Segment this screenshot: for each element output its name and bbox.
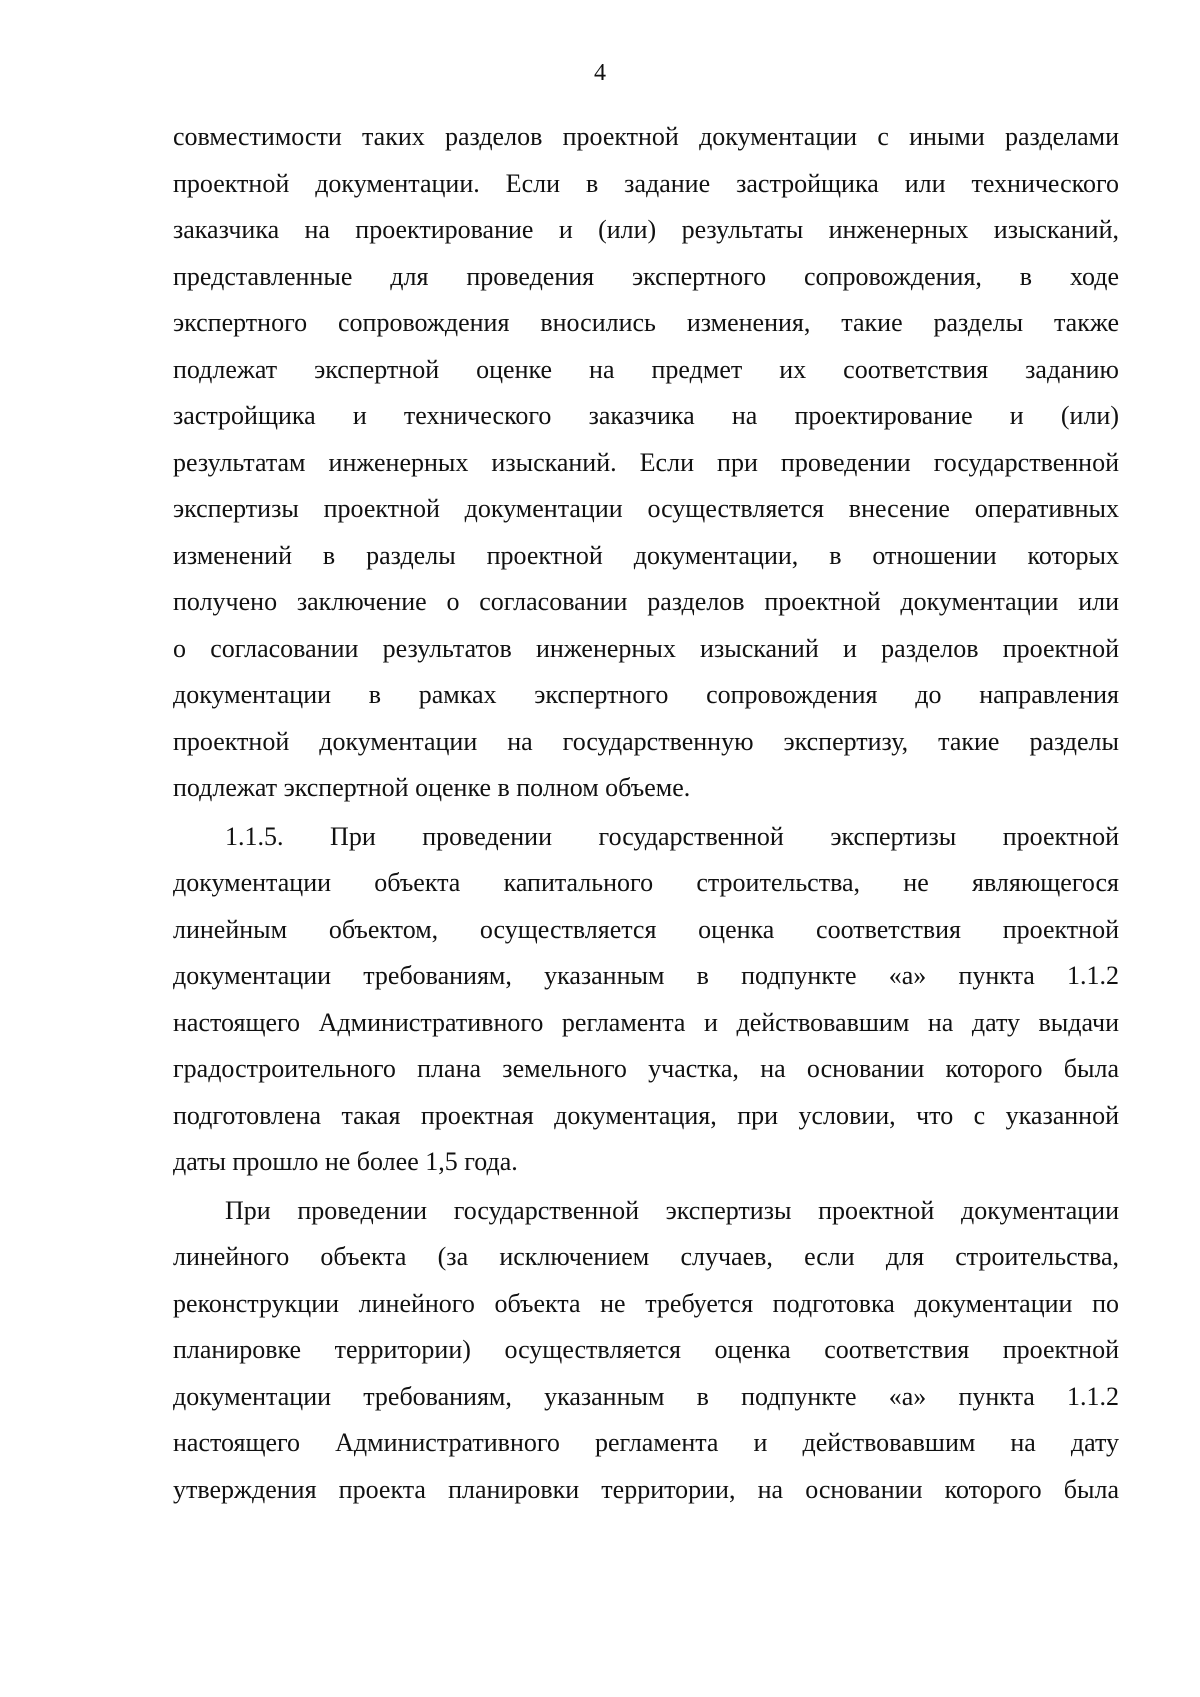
text-line: документации требованиям, указанным в подпункте «а» пункта 1.1.2: [173, 961, 1119, 990]
text-line: экспертизы проектной документации осуществляется внесение оперативных: [173, 494, 1119, 523]
text-line: проектной документации на государственную экспертизу, такие разделы: [173, 726, 1119, 756]
text-line: линейного объекта (за исключением случаев, если для строительства,: [173, 1242, 1119, 1271]
text-line: планировке территории) осуществляется оценка соответствия проектной: [173, 1335, 1119, 1364]
text-line: реконструкции линейного объекта не требуется подготовка документации по: [173, 1288, 1119, 1318]
document-body: [173, 114, 1119, 1513]
text-line: линейным объектом, осуществляется оценка соответствия проектной: [173, 914, 1119, 944]
text-line: настоящего Административного регламента и действовавшим на дату выдачи: [173, 1007, 1119, 1037]
paragraph: [173, 1188, 1119, 1514]
text-line: изменений в разделы проектной документации, в отношении которых: [173, 540, 1119, 570]
text-line: При проведении государственной экспертизы проектной документации: [225, 1195, 1119, 1225]
text-line: подготовлена такая проектная документация, при условии, что с указанной: [173, 1100, 1119, 1130]
paragraph: [173, 114, 1119, 812]
text-line: подлежат экспертной оценке на предмет их соответствия заданию: [173, 354, 1119, 384]
text-line: 1.1.5. При проведении государственной экспертизы проектной: [225, 821, 1119, 851]
text-line: застройщика и технического заказчика на проектирование и (или): [173, 401, 1119, 430]
text-line: даты прошло не более 1,5 года.: [173, 1147, 518, 1176]
text-line: документации объекта капитального строительства, не являющегося: [173, 868, 1119, 897]
page-number: 4: [594, 60, 606, 86]
text-line: градостроительного плана земельного участка, на основании которого была: [173, 1054, 1119, 1083]
text-line: экспертного сопровождения вносились изменения, такие разделы также: [173, 308, 1119, 337]
text-line: подлежат экспертной оценке в полном объеме.: [173, 773, 691, 802]
text-line: получено заключение о согласовании разделов проектной документации или: [173, 587, 1119, 616]
text-line: совместимости таких разделов проектной документации с иными разделами: [173, 122, 1119, 151]
text-line: документации требованиям, указанным в подпункте «а» пункта 1.1.2: [173, 1381, 1119, 1411]
text-line: настоящего Административного регламента и действовавшим на дату: [173, 1428, 1119, 1457]
text-line: результатам инженерных изысканий. Если при проведении государственной: [173, 447, 1119, 477]
text-line: проектной документации. Если в задание застройщика или технического: [173, 168, 1119, 198]
text-line: заказчика на проектирование и (или) результаты инженерных изысканий,: [173, 215, 1119, 244]
paragraph: [173, 814, 1119, 1186]
text-line: представленные для проведения экспертного сопровождения, в ходе: [173, 261, 1119, 291]
text-line: утверждения проекта планировки территории, на основании которого была: [173, 1474, 1119, 1504]
text-line: документации в рамках экспертного сопровождения до направления: [173, 680, 1119, 709]
text-line: о согласовании результатов инженерных изысканий и разделов проектной: [173, 633, 1119, 663]
